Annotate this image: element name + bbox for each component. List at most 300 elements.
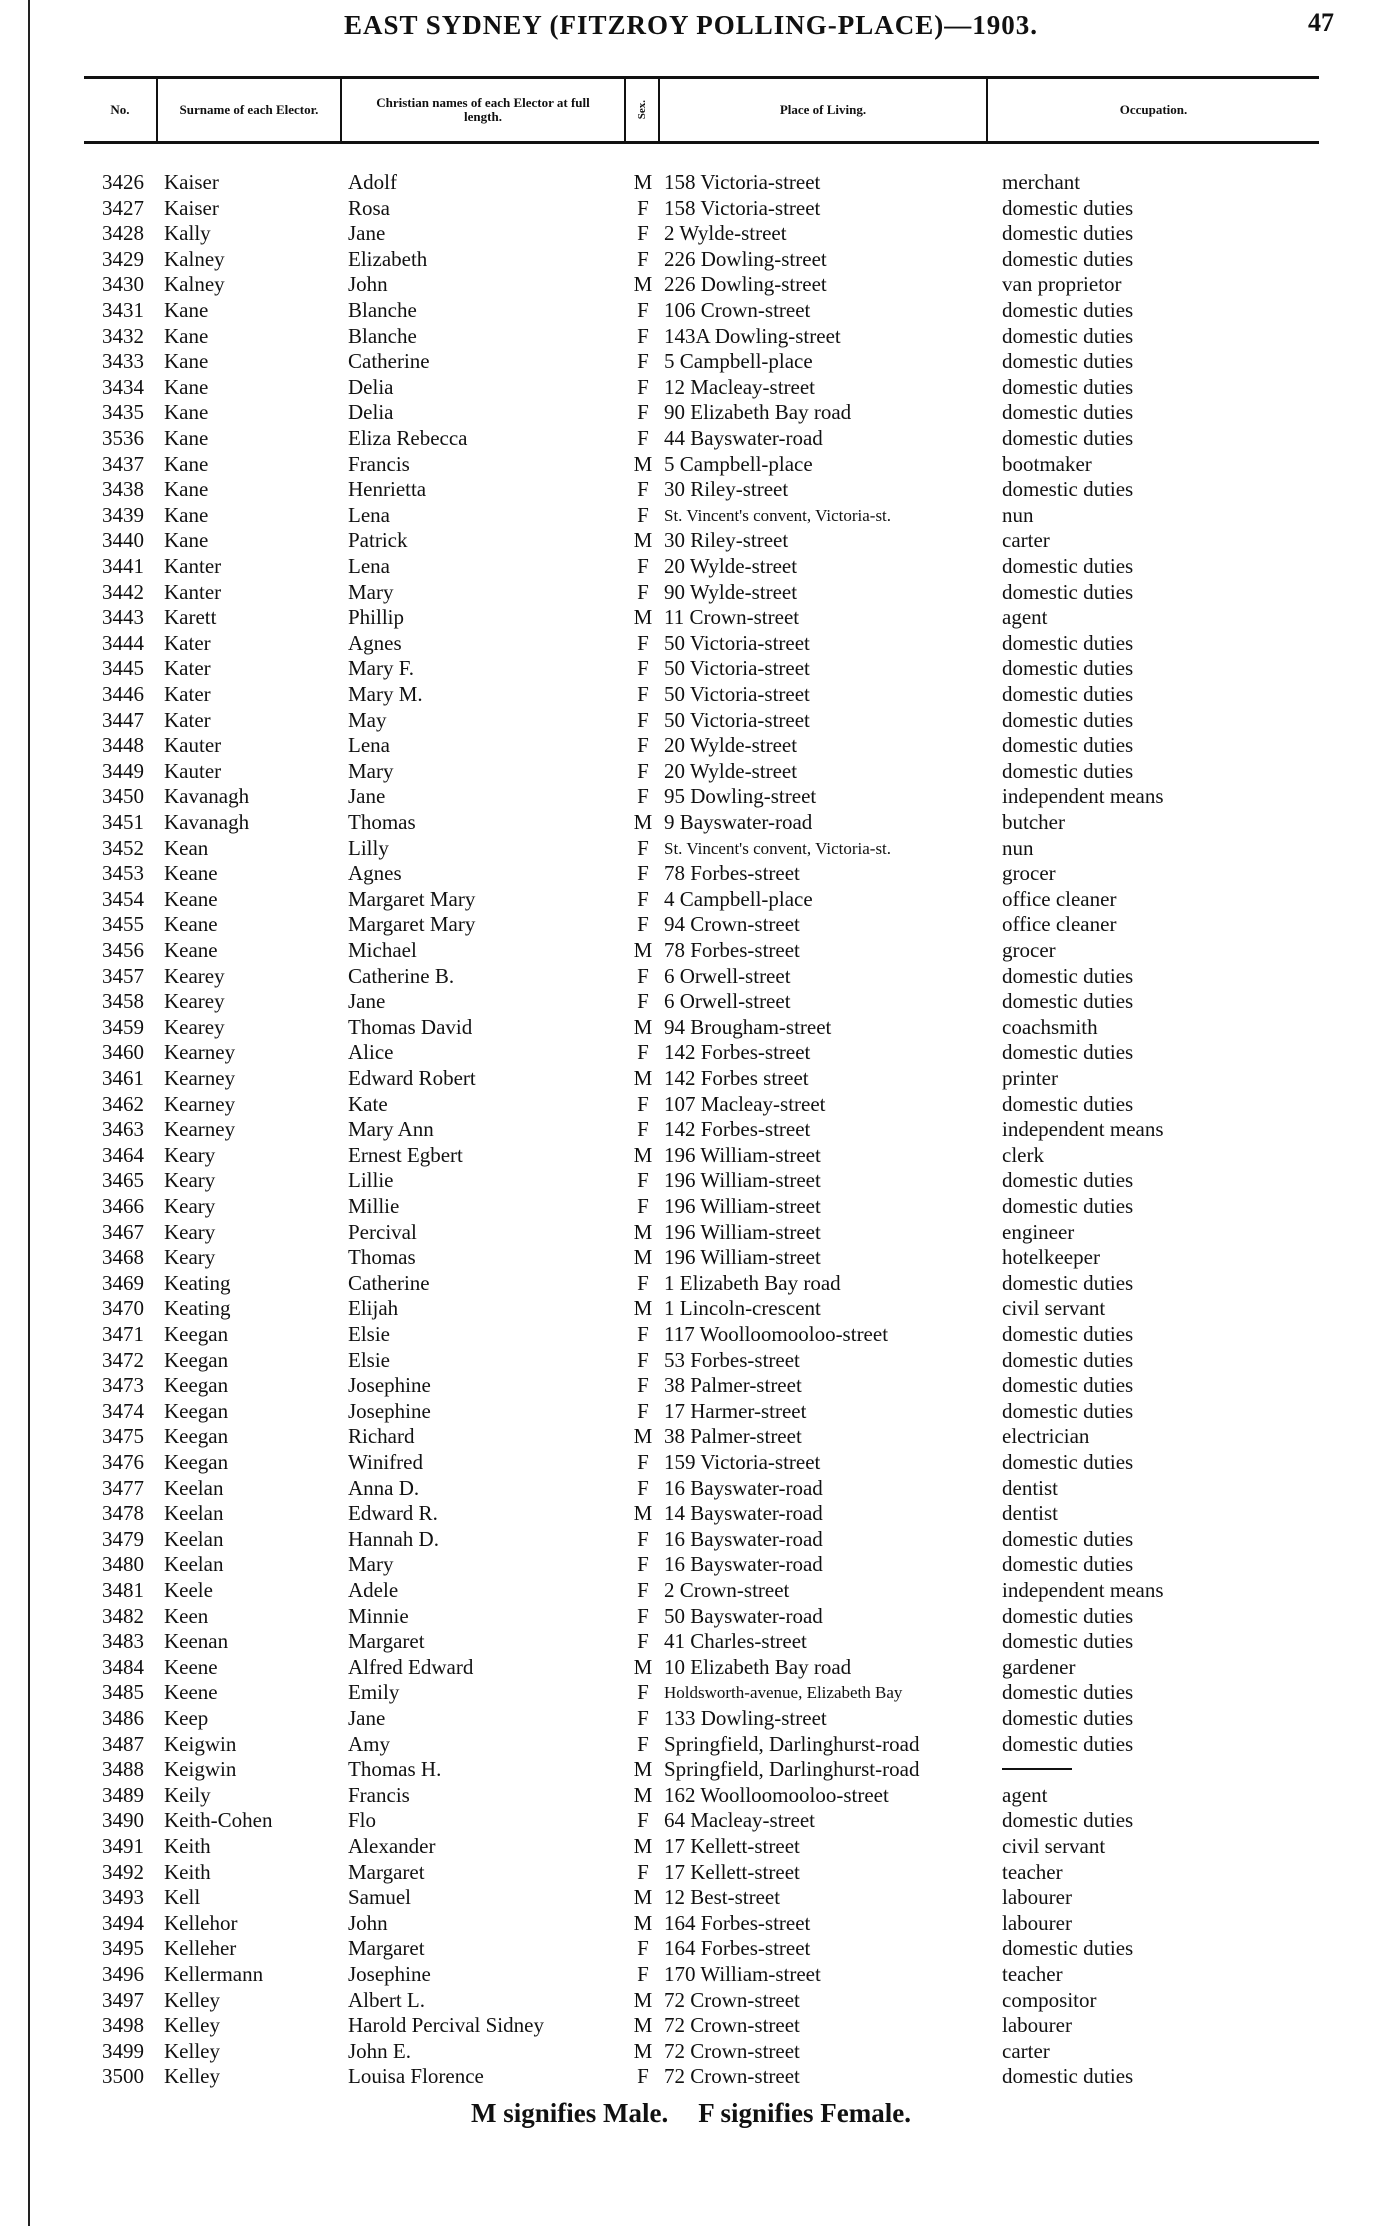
header-sex-label: Sex. bbox=[636, 100, 648, 120]
elector-occupation: printer bbox=[1002, 1066, 1058, 1090]
elector-number: 3496 bbox=[102, 1962, 144, 1986]
elector-place: 94 Crown-street bbox=[664, 912, 800, 937]
elector-place: 50 Victoria-street bbox=[664, 630, 810, 655]
elector-christian-names: Ernest Egbert bbox=[348, 1142, 463, 1167]
elector-surname: Kauter bbox=[164, 758, 222, 783]
elector-row bbox=[0, 1373, 1382, 1398]
elector-occupation: domestic duties bbox=[1002, 1552, 1134, 1577]
elector-row bbox=[0, 247, 1382, 272]
elector-sex: F bbox=[637, 1475, 649, 1500]
elector-place: 12 Best-street bbox=[664, 1885, 781, 1910]
elector-row bbox=[0, 196, 1382, 221]
elector-place: 196 William-street bbox=[664, 1245, 821, 1270]
elector-place: 94 Brougham-street bbox=[664, 1014, 832, 1039]
elector-christian-names: Thomas David bbox=[348, 1014, 473, 1039]
elector-surname: Kearney bbox=[164, 1091, 236, 1116]
elector-christian-names: Margaret bbox=[348, 1936, 425, 1961]
elector-number: 3447 bbox=[102, 707, 144, 732]
elector-row bbox=[0, 1655, 1382, 1680]
elector-place: 72 Crown-street bbox=[664, 1987, 800, 2012]
elector-sex: M bbox=[633, 1296, 653, 1321]
elector-christian-names: Margaret bbox=[348, 1859, 425, 1884]
elector-number: 3474 bbox=[102, 1398, 144, 1423]
elector-surname: Kell bbox=[164, 1885, 201, 1910]
elector-christian-names: Lena bbox=[348, 554, 390, 578]
elector-row bbox=[0, 1527, 1382, 1552]
elector-surname: Kalney bbox=[164, 246, 225, 271]
elector-sex: M bbox=[633, 1066, 653, 1090]
elector-christian-names: Eliza Rebecca bbox=[348, 426, 468, 450]
elector-row bbox=[0, 964, 1382, 989]
elector-sex: F bbox=[637, 1731, 649, 1756]
elector-row bbox=[0, 1348, 1382, 1373]
elector-number: 3479 bbox=[102, 1526, 144, 1551]
elector-christian-names: Millie bbox=[348, 1194, 400, 1218]
elector-row bbox=[0, 324, 1382, 349]
elector-christian-names: Elijah bbox=[348, 1296, 399, 1321]
elector-sex: M bbox=[633, 1885, 653, 1910]
elector-occupation: merchant bbox=[1002, 170, 1081, 194]
elector-place: 158 Victoria-street bbox=[664, 195, 821, 220]
elector-surname: Kearey bbox=[164, 1014, 225, 1039]
elector-sex: F bbox=[637, 1603, 649, 1628]
elector-place: 4 Campbell-place bbox=[664, 886, 813, 911]
elector-occupation: teacher bbox=[1002, 1859, 1063, 1884]
elector-christian-names: Mary bbox=[348, 1552, 394, 1577]
elector-occupation: domestic duties bbox=[1002, 349, 1134, 374]
elector-christian-names: Lena bbox=[348, 502, 390, 527]
elector-row bbox=[0, 1988, 1382, 2013]
elector-place: 142 Forbes-street bbox=[664, 1117, 811, 1142]
elector-number: 3451 bbox=[102, 810, 144, 834]
elector-surname: Keene bbox=[164, 1680, 218, 1705]
elector-row bbox=[0, 759, 1382, 784]
elector-row bbox=[0, 1962, 1382, 1987]
elector-surname: Keigwin bbox=[164, 1731, 237, 1756]
elector-surname: Karett bbox=[164, 605, 217, 630]
elector-place: 164 Forbes-street bbox=[664, 1936, 811, 1961]
elector-place: 196 William-street bbox=[664, 1194, 821, 1218]
elector-row bbox=[0, 2064, 1382, 2089]
elector-christian-names: John E. bbox=[348, 2038, 411, 2063]
elector-surname: Kelley bbox=[164, 1987, 220, 2012]
elector-place: 50 Victoria-street bbox=[664, 707, 810, 732]
elector-sex: F bbox=[637, 502, 649, 527]
elector-surname: Keegan bbox=[164, 1373, 229, 1398]
elector-christian-names: Kate bbox=[348, 1091, 388, 1116]
elector-row bbox=[0, 733, 1382, 758]
elector-place: 164 Forbes-street bbox=[664, 1910, 811, 1935]
elector-sex: F bbox=[637, 1680, 649, 1705]
elector-sex: F bbox=[637, 426, 649, 450]
elector-sex: F bbox=[637, 349, 649, 374]
elector-place: 5 Campbell-place bbox=[664, 349, 813, 374]
elector-number: 3461 bbox=[102, 1066, 144, 1090]
elector-christian-names: Adele bbox=[348, 1578, 399, 1602]
elector-place: 226 Dowling-street bbox=[664, 246, 827, 271]
elector-row bbox=[0, 1450, 1382, 1475]
elector-number: 3438 bbox=[102, 477, 144, 502]
elector-number: 3469 bbox=[102, 1270, 144, 1295]
elector-number: 3493 bbox=[102, 1885, 144, 1910]
elector-place: 6 Orwell-street bbox=[664, 989, 791, 1014]
elector-number: 3458 bbox=[102, 989, 144, 1014]
elector-occupation: domestic duties bbox=[1002, 1347, 1134, 1372]
elector-sex: F bbox=[637, 1859, 649, 1884]
elector-sex: F bbox=[637, 477, 649, 502]
elector-row bbox=[0, 1732, 1382, 1757]
header-christian: Christian names of each Elector at full length. bbox=[342, 79, 626, 141]
elector-christian-names: Henrietta bbox=[348, 477, 427, 502]
elector-row bbox=[0, 784, 1382, 809]
elector-number: 3488 bbox=[102, 1757, 144, 1782]
elector-occupation: domestic duties bbox=[1002, 1629, 1134, 1654]
elector-christian-names: Francis bbox=[348, 1782, 410, 1807]
elector-surname: Keating bbox=[164, 1270, 231, 1295]
elector-number: 3429 bbox=[102, 246, 144, 271]
elector-place: Holdsworth-avenue, Elizabeth Bay bbox=[664, 1683, 903, 1703]
elector-occupation: domestic duties bbox=[1002, 1603, 1134, 1628]
elector-row bbox=[0, 272, 1382, 297]
elector-occupation: domestic duties bbox=[1002, 682, 1134, 706]
elector-surname: Kanter bbox=[164, 579, 222, 604]
elector-place: 72 Crown-street bbox=[664, 2013, 800, 2038]
elector-sex: F bbox=[637, 1347, 649, 1372]
elector-christian-names: Catherine B. bbox=[348, 963, 455, 988]
elector-occupation: independent means bbox=[1002, 1117, 1164, 1142]
elector-occupation: domestic duties bbox=[1002, 1680, 1134, 1705]
elector-row bbox=[0, 580, 1382, 605]
elector-place: 2 Crown-street bbox=[664, 1578, 790, 1602]
elector-christian-names: Richard bbox=[348, 1424, 415, 1449]
page-number: 47 bbox=[1308, 8, 1334, 37]
footer-legend bbox=[0, 2098, 1382, 2129]
elector-sex: M bbox=[633, 1142, 653, 1167]
elector-row bbox=[0, 1245, 1382, 1270]
elector-sex: M bbox=[633, 810, 653, 834]
elector-number: 3439 bbox=[102, 502, 144, 527]
elector-occupation: domestic duties bbox=[1002, 1322, 1134, 1346]
elector-christian-names: Blanche bbox=[348, 298, 417, 322]
elector-occupation: domestic duties bbox=[1002, 707, 1134, 732]
elector-surname: Kavanagh bbox=[164, 810, 250, 834]
elector-number: 3445 bbox=[102, 656, 144, 681]
elector-sex: M bbox=[633, 1014, 653, 1039]
elector-surname: Kane bbox=[164, 528, 209, 553]
elector-place: 142 Forbes street bbox=[664, 1066, 809, 1090]
elector-christian-names: Harold Percival Sidney bbox=[348, 2013, 544, 2038]
elector-christian-names: Delia bbox=[348, 374, 394, 399]
elector-occupation: nun bbox=[1002, 835, 1034, 860]
legend-male: M signifies Male. bbox=[471, 2098, 669, 2128]
elector-row bbox=[0, 656, 1382, 681]
elector-occupation: independent means bbox=[1002, 784, 1164, 809]
elector-christian-names: Josephine bbox=[348, 1962, 431, 1986]
elector-surname: Kelley bbox=[164, 2038, 220, 2063]
elector-surname: Kellermann bbox=[164, 1962, 264, 1986]
elector-place: 50 Bayswater-road bbox=[664, 1603, 823, 1628]
elector-number: 3467 bbox=[102, 1219, 144, 1244]
elector-sex: F bbox=[637, 400, 649, 425]
elector-number: 3440 bbox=[102, 528, 144, 553]
elector-occupation bbox=[1002, 1768, 1072, 1770]
elector-place: St. Vincent's convent, Victoria-st. bbox=[664, 505, 892, 525]
elector-christian-names: Winifred bbox=[348, 1450, 423, 1474]
header-occupation: Occupation. bbox=[1119, 102, 1188, 117]
elector-sex: F bbox=[637, 912, 649, 937]
elector-occupation: nun bbox=[1002, 502, 1034, 527]
elector-number: 3492 bbox=[102, 1859, 144, 1884]
elector-number: 3490 bbox=[102, 1808, 144, 1833]
elector-number: 3457 bbox=[102, 963, 144, 988]
elector-surname: Kane bbox=[164, 477, 209, 502]
elector-row bbox=[0, 1322, 1382, 1347]
elector-row bbox=[0, 1092, 1382, 1117]
elector-sex: M bbox=[633, 938, 653, 962]
elector-christian-names: Edward Robert bbox=[348, 1066, 476, 1090]
elector-number: 3478 bbox=[102, 1501, 144, 1526]
elector-number: 3460 bbox=[102, 1040, 144, 1065]
elector-row bbox=[0, 912, 1382, 937]
elector-christian-names: Mary M. bbox=[348, 682, 423, 706]
elector-number: 3480 bbox=[102, 1552, 144, 1577]
elector-number: 3536 bbox=[102, 426, 144, 450]
elector-surname: Kane bbox=[164, 400, 209, 425]
elector-occupation: civil servant bbox=[1002, 1296, 1106, 1321]
elector-christian-names: Minnie bbox=[348, 1603, 409, 1628]
elector-place: Springfield, Darlinghurst-road bbox=[664, 1731, 920, 1756]
elector-sex: M bbox=[633, 1245, 653, 1270]
elector-occupation: domestic duties bbox=[1002, 733, 1134, 758]
elector-occupation: domestic duties bbox=[1002, 1194, 1134, 1218]
elector-place: 143A Dowling-street bbox=[664, 323, 841, 348]
elector-surname: Keegan bbox=[164, 1424, 229, 1449]
elector-surname: Keegan bbox=[164, 1398, 229, 1423]
elector-sex: F bbox=[637, 1552, 649, 1577]
elector-number: 3430 bbox=[102, 272, 144, 297]
elector-surname: Keily bbox=[164, 1782, 211, 1807]
elector-row bbox=[0, 1476, 1382, 1501]
elector-sex: M bbox=[633, 1782, 653, 1807]
elector-occupation: domestic duties bbox=[1002, 1168, 1134, 1193]
elector-christian-names: Lena bbox=[348, 733, 390, 758]
elector-christian-names: Mary bbox=[348, 758, 394, 783]
elector-sex: F bbox=[637, 784, 649, 809]
elector-number: 3473 bbox=[102, 1373, 144, 1398]
elector-christian-names: Lillie bbox=[348, 1168, 394, 1193]
elector-row bbox=[0, 1015, 1382, 1040]
elector-place: 16 Bayswater-road bbox=[664, 1475, 823, 1500]
elector-number: 3428 bbox=[102, 221, 144, 246]
elector-sex: F bbox=[637, 1962, 649, 1986]
elector-row bbox=[0, 400, 1382, 425]
elector-surname: Kellehor bbox=[164, 1910, 238, 1935]
elector-sex: M bbox=[633, 170, 653, 194]
elector-surname: Keelan bbox=[164, 1552, 224, 1577]
elector-sex: F bbox=[637, 733, 649, 758]
elector-surname: Kearey bbox=[164, 963, 225, 988]
elector-occupation: office cleaner bbox=[1002, 886, 1117, 911]
elector-number: 3484 bbox=[102, 1654, 144, 1679]
elector-place: 17 Kellett-street bbox=[664, 1859, 800, 1884]
elector-sex: F bbox=[637, 246, 649, 271]
elector-row bbox=[0, 2013, 1382, 2038]
elector-row bbox=[0, 1296, 1382, 1321]
elector-surname: Keary bbox=[164, 1142, 216, 1167]
elector-number: 3432 bbox=[102, 323, 144, 348]
elector-sex: F bbox=[637, 2064, 649, 2089]
elector-row bbox=[0, 1629, 1382, 1654]
header-place: Place of Living. bbox=[660, 79, 988, 141]
elector-number: 3450 bbox=[102, 784, 144, 809]
elector-number: 3442 bbox=[102, 579, 144, 604]
elector-number: 3464 bbox=[102, 1142, 144, 1167]
elector-occupation: domestic duties bbox=[1002, 1526, 1134, 1551]
elector-christian-names: Lilly bbox=[348, 835, 389, 860]
elector-sex: F bbox=[637, 630, 649, 655]
elector-number: 3427 bbox=[102, 195, 144, 220]
elector-number: 3449 bbox=[102, 758, 144, 783]
elector-row bbox=[0, 477, 1382, 502]
elector-row bbox=[0, 2039, 1382, 2064]
elector-surname: Keary bbox=[164, 1194, 216, 1218]
elector-christian-names: Amy bbox=[348, 1731, 390, 1756]
elector-surname: Keating bbox=[164, 1296, 231, 1321]
elector-christian-names: Louisa Florence bbox=[348, 2064, 484, 2089]
elector-row bbox=[0, 1399, 1382, 1424]
elector-surname: Keith-Cohen bbox=[164, 1808, 273, 1833]
elector-occupation: clerk bbox=[1002, 1142, 1044, 1167]
elector-number: 3472 bbox=[102, 1347, 144, 1372]
elector-surname: Kearney bbox=[164, 1066, 236, 1090]
elector-place: 196 William-street bbox=[664, 1168, 821, 1193]
elector-number: 3470 bbox=[102, 1296, 144, 1321]
elector-surname: Keene bbox=[164, 1654, 218, 1679]
elector-row bbox=[0, 708, 1382, 733]
elector-christian-names: Mary Ann bbox=[348, 1117, 434, 1142]
elector-place: 17 Kellett-street bbox=[664, 1834, 800, 1858]
elector-surname: Kater bbox=[164, 630, 211, 655]
elector-surname: Kane bbox=[164, 451, 209, 476]
elector-number: 3498 bbox=[102, 2013, 144, 2038]
elector-surname: Kearney bbox=[164, 1040, 236, 1065]
elector-number: 3437 bbox=[102, 451, 144, 476]
elector-christian-names: Edward R. bbox=[348, 1501, 438, 1526]
elector-surname: Keary bbox=[164, 1245, 216, 1270]
elector-sex: F bbox=[637, 1629, 649, 1654]
elector-christian-names: Albert L. bbox=[348, 1987, 425, 2012]
elector-sex: F bbox=[637, 1578, 649, 1602]
elector-number: 3495 bbox=[102, 1936, 144, 1961]
elector-place: 41 Charles-street bbox=[664, 1629, 807, 1654]
elector-surname: Keigwin bbox=[164, 1757, 237, 1782]
elector-surname: Kearney bbox=[164, 1117, 236, 1142]
elector-christian-names: Alexander bbox=[348, 1834, 436, 1858]
elector-christian-names: Alfred Edward bbox=[348, 1654, 474, 1679]
elector-christian-names: Jane bbox=[348, 784, 386, 809]
elector-occupation: domestic duties bbox=[1002, 246, 1134, 271]
elector-number: 3431 bbox=[102, 298, 144, 322]
elector-surname: Kane bbox=[164, 502, 209, 527]
elector-place: 64 Macleay-street bbox=[664, 1808, 816, 1833]
elector-christian-names: Agnes bbox=[348, 630, 402, 655]
elector-surname: Kaiser bbox=[164, 170, 219, 194]
elector-place: 17 Harmer-street bbox=[664, 1398, 807, 1423]
elector-surname: Keane bbox=[164, 912, 218, 937]
elector-surname: Kavanagh bbox=[164, 784, 250, 809]
elector-place: 16 Bayswater-road bbox=[664, 1552, 823, 1577]
elector-place: 5 Campbell-place bbox=[664, 451, 813, 476]
elector-number: 3500 bbox=[102, 2064, 144, 2089]
elector-row bbox=[0, 1706, 1382, 1731]
elector-row bbox=[0, 503, 1382, 528]
elector-occupation: gardener bbox=[1002, 1654, 1076, 1679]
elector-christian-names: Hannah D. bbox=[348, 1526, 439, 1551]
elector-number: 3441 bbox=[102, 554, 144, 578]
elector-sex: F bbox=[637, 1936, 649, 1961]
elector-christian-names: Jane bbox=[348, 989, 386, 1014]
elector-occupation: domestic duties bbox=[1002, 298, 1134, 322]
elector-place: 95 Dowling-street bbox=[664, 784, 817, 809]
elector-surname: Kauter bbox=[164, 733, 222, 758]
elector-christian-names: Flo bbox=[348, 1808, 377, 1833]
elector-number: 3487 bbox=[102, 1731, 144, 1756]
elector-number: 3433 bbox=[102, 349, 144, 374]
elector-occupation: domestic duties bbox=[1002, 1808, 1134, 1833]
elector-row bbox=[0, 375, 1382, 400]
elector-surname: Kean bbox=[164, 835, 209, 860]
elector-sex: M bbox=[633, 1987, 653, 2012]
elector-row bbox=[0, 1680, 1382, 1705]
elector-number: 3452 bbox=[102, 835, 144, 860]
column-header bbox=[84, 76, 1319, 144]
elector-place: Springfield, Darlinghurst-road bbox=[664, 1757, 920, 1782]
elector-surname: Keane bbox=[164, 861, 218, 886]
elector-place: 12 Macleay-street bbox=[664, 374, 816, 399]
elector-surname: Keegan bbox=[164, 1322, 229, 1346]
elector-occupation: domestic duties bbox=[1002, 221, 1134, 246]
elector-christian-names: Adolf bbox=[348, 170, 397, 194]
elector-surname: Kally bbox=[164, 221, 211, 246]
elector-row bbox=[0, 989, 1382, 1014]
elector-place: 72 Crown-street bbox=[664, 2038, 800, 2063]
elector-sex: F bbox=[637, 989, 649, 1014]
elector-row bbox=[0, 1604, 1382, 1629]
elector-christian-names: Agnes bbox=[348, 861, 402, 886]
elector-christian-names: Patrick bbox=[348, 528, 408, 553]
elector-occupation: hotelkeeper bbox=[1002, 1245, 1100, 1270]
elector-occupation: labourer bbox=[1002, 1885, 1072, 1910]
elector-number: 3482 bbox=[102, 1603, 144, 1628]
elector-christian-names: Thomas bbox=[348, 1245, 416, 1270]
elector-occupation: domestic duties bbox=[1002, 1731, 1134, 1756]
elector-place: 20 Wylde-street bbox=[664, 733, 798, 758]
elector-place: 196 William-street bbox=[664, 1142, 821, 1167]
elector-surname: Keary bbox=[164, 1168, 216, 1193]
elector-christian-names: Thomas H. bbox=[348, 1757, 442, 1782]
elector-row bbox=[0, 554, 1382, 579]
elector-number: 3426 bbox=[102, 170, 144, 194]
elector-surname: Kearey bbox=[164, 989, 225, 1014]
elector-place: 53 Forbes-street bbox=[664, 1347, 800, 1372]
elector-number: 3471 bbox=[102, 1322, 144, 1346]
elector-christian-names: Jane bbox=[348, 1706, 386, 1730]
elector-occupation: domestic duties bbox=[1002, 195, 1134, 220]
legend-female: F signifies Female. bbox=[698, 2098, 911, 2128]
elector-christian-names: Mary F. bbox=[348, 656, 414, 681]
elector-row bbox=[0, 1911, 1382, 1936]
elector-number: 3494 bbox=[102, 1910, 144, 1935]
